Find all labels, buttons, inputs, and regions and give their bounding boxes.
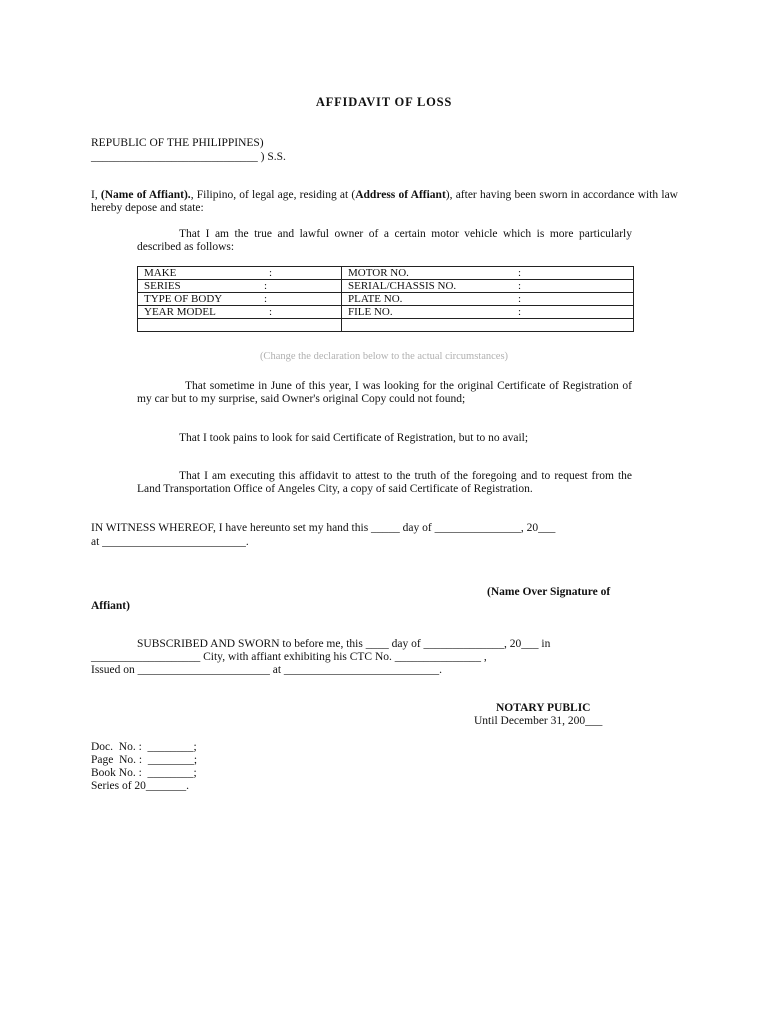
witness-line: IN WITNESS WHEREOF, I have hereunto set my hand this _____ day of _______________, 20___ [91, 522, 556, 534]
vehicle-field-label: TYPE OF BODY [144, 293, 223, 305]
vehicle-field-colon: : [269, 306, 273, 318]
vehicle-field-colon: : [264, 280, 268, 292]
jurat-city-line: ___________________ City, with affiant exhibiting his CTC No. _______________ , [91, 651, 487, 663]
vehicle-right-cell [342, 267, 634, 280]
vehicle-field-colon: : [518, 280, 522, 292]
address-placeholder: Address of Affiant [355, 189, 446, 201]
table-row [138, 293, 634, 306]
paragraph-request: That I am executing this affidavit to attest to the truth of the foregoing and to request from the Land Transportation Office of Angeles City, a copy of said Certificate of Registration. [137, 470, 632, 495]
vehicle-left-cell [138, 280, 342, 293]
table-row [138, 280, 634, 293]
vehicle-field-label: YEAR MODEL [144, 306, 216, 318]
vehicle-field-label: SERIAL/CHASSIS NO. [348, 280, 457, 292]
intro-prefix: I, [91, 189, 101, 201]
vehicle-right-cell [342, 319, 634, 332]
vehicle-field-colon: : [518, 293, 522, 305]
vehicle-field-colon: : [518, 306, 522, 318]
vehicle-left-cell [138, 267, 342, 280]
vehicle-left-cell [138, 293, 342, 306]
jurat-line: SUBSCRIBED AND SWORN to before me, this ____ day of ______________, 20___ in [137, 638, 551, 650]
vehicle-field-label: PLATE NO. [348, 293, 403, 305]
doc-no-line: Doc. No. : ________; [91, 741, 197, 753]
notary-public-label: NOTARY PUBLIC [496, 702, 591, 714]
vehicle-field-label: FILE NO. [348, 306, 393, 318]
series-line: Series of 20_______. [91, 780, 190, 792]
vehicle-right-cell [342, 280, 634, 293]
page-no-line: Page No. : ________; [91, 754, 198, 766]
instruction-note: (Change the declaration below to the actual circumstances) [259, 351, 509, 362]
venue-ss: _____________________________ ) S.S. [91, 151, 286, 163]
vehicle-field-colon: : [264, 293, 268, 305]
table-row [138, 306, 634, 319]
signature-label: (Name Over Signature of [487, 586, 611, 598]
vehicle-field-label: MAKE [144, 267, 177, 279]
book-no-line: Book No. : ________; [91, 767, 197, 779]
vehicle-left-cell [138, 306, 342, 319]
intro-middle: , Filipino, of legal age, residing at ( [190, 189, 356, 201]
vehicle-details-table [137, 266, 634, 332]
paragraph-lost-certificate: That sometime in June of this year, I was looking for the original Certificate of Registration of my car but to my surprise, said Owner's original Copy could not found; [137, 380, 632, 405]
vehicle-left-cell [138, 319, 342, 332]
affiant-name-placeholder: (Name of Affiant). [100, 189, 191, 201]
intro-paragraph [91, 189, 678, 215]
signature-label-continued: Affiant) [91, 600, 130, 612]
witness-place-line: at _________________________. [91, 536, 249, 548]
vehicle-field-label: MOTOR NO. [348, 267, 409, 279]
paragraph-search-efforts: That I took pains to look for said Certificate of Registration, but to no avail; [179, 432, 529, 444]
document-title: AFFIDAVIT OF LOSS [315, 95, 453, 109]
table-row [138, 319, 634, 332]
vehicle-field-colon: : [269, 267, 273, 279]
table-row [138, 267, 634, 280]
ownership-paragraph: That I am the true and lawful owner of a certain motor vehicle which is more particularly described as follows: [137, 228, 632, 253]
vehicle-right-cell [342, 306, 634, 319]
vehicle-right-cell [342, 293, 634, 306]
vehicle-field-colon: : [518, 267, 522, 279]
intro-suffix: ), after having been sworn in accordance with law hereby depose and state: [91, 189, 678, 214]
notary-commission-line: Until December 31, 200___ [474, 715, 603, 727]
jurat-issued-line: Issued on _______________________ at ___________________________. [91, 664, 443, 676]
venue-republic: REPUBLIC OF THE PHILIPPINES) [91, 137, 264, 149]
vehicle-field-label: SERIES [144, 280, 181, 292]
